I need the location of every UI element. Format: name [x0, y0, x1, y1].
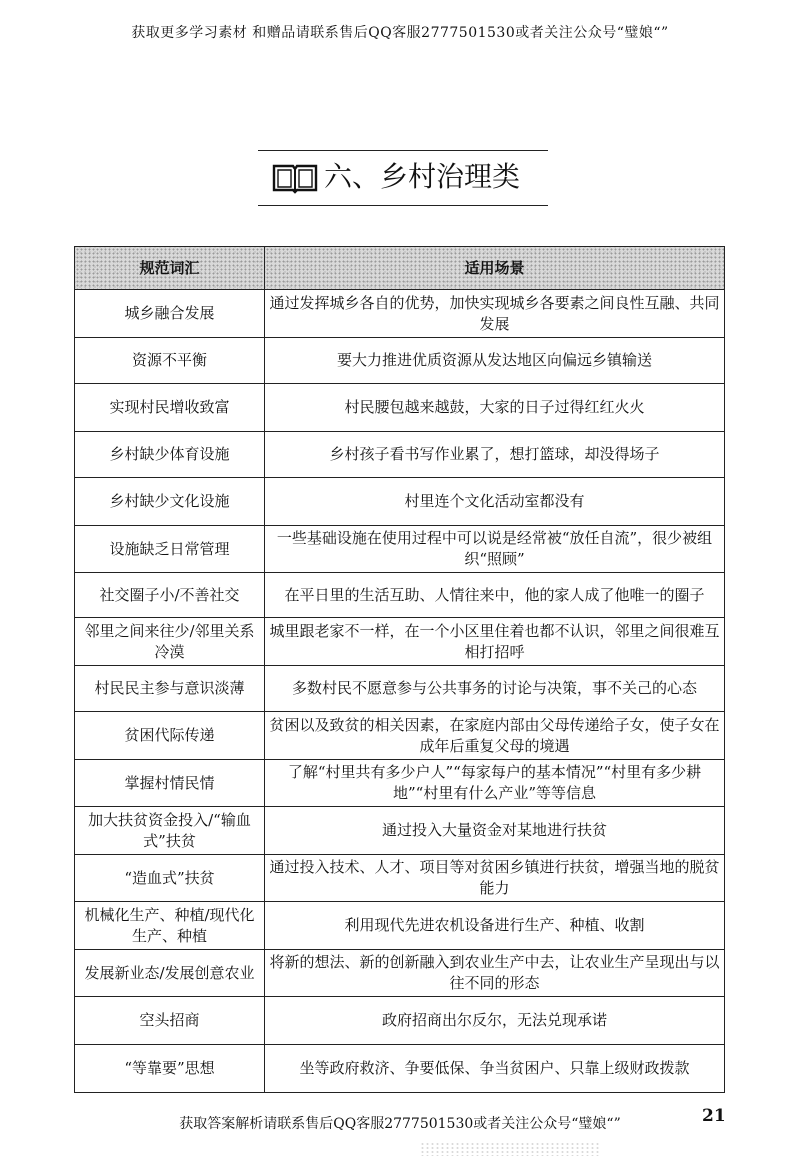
table-row	[75, 997, 725, 1045]
scene-cell: 要大力推进优质资源从发达地区向偏远乡镇输送	[265, 338, 725, 384]
page-number: 21	[702, 1106, 726, 1126]
term-cell: 村民民主参与意识淡薄	[75, 666, 265, 712]
scene-cell: 贫困以及致贫的相关因素，在家庭内部由父母传递给子女，使子女在成年后重复父母的境遇	[265, 712, 725, 760]
scene-cell: 多数村民不愿意参与公共事务的讨论与决策，事不关己的心态	[265, 666, 725, 712]
term-cell: “造血式”扶贫	[75, 855, 265, 902]
term-cell: 空头招商	[75, 997, 265, 1045]
term-cell: 社交圈子小/不善社交	[75, 573, 265, 618]
table-row	[75, 432, 725, 478]
section-title: 六、乡村治理类	[324, 160, 521, 193]
term-cell: 机械化生产、种植/现代化生产、种植	[75, 902, 265, 950]
table-header-row	[75, 247, 725, 290]
term-cell: 发展新业态/发展创意农业	[75, 950, 265, 997]
header-note: 获取更多学习素材 和赠品请联系售后QQ客服2777501530或者关注公众号“璧娘“”	[131, 25, 669, 41]
footer-note: 获取答案解析请联系售后QQ客服2777501530或者关注公众号“璧娘“”	[179, 1116, 621, 1132]
scene-cell: 通过投入大量资金对某地进行扶贫	[265, 807, 725, 855]
table-row	[75, 338, 725, 384]
scene-cell: 通过投入技术、人才、项目等对贫困乡镇进行扶贫，增强当地的脱贫能力	[265, 855, 725, 902]
vocabulary-table	[74, 246, 725, 1093]
column-header-term: 规范词汇	[75, 247, 265, 290]
scene-cell: 乡村孩子看书写作业累了，想打篮球，却没得场子	[265, 432, 725, 478]
table-row	[75, 666, 725, 712]
table-row	[75, 855, 725, 902]
section-title-block	[258, 150, 548, 208]
term-cell: 资源不平衡	[75, 338, 265, 384]
term-cell: “等靠要”思想	[75, 1045, 265, 1093]
scene-cell: 在平日里的生活互助、人情往来中，他的家人成了他唯一的圈子	[265, 573, 725, 618]
table-row	[75, 950, 725, 997]
table-row	[75, 290, 725, 338]
term-cell: 掌握村情民情	[75, 760, 265, 807]
scene-cell: 利用现代先进农机设备进行生产、种植、收割	[265, 902, 725, 950]
scene-cell: 了解“村里共有多少户人”“每家每户的基本情况”“村里有多少耕地”“村里有什么产业”等等信息	[265, 760, 725, 807]
term-cell: 实现村民增收致富	[75, 384, 265, 432]
term-cell: 乡村缺少体育设施	[75, 432, 265, 478]
table-row	[75, 478, 725, 526]
table-row	[75, 712, 725, 760]
table-row	[75, 807, 725, 855]
term-cell: 乡村缺少文化设施	[75, 478, 265, 526]
scene-cell: 一些基础设施在使用过程中可以说是经常被“放任自流”，很少被组织“照顾”	[265, 526, 725, 573]
term-cell: 加大扶贫资金投入/“输血式”扶贫	[75, 807, 265, 855]
term-cell: 贫困代际传递	[75, 712, 265, 760]
table-row	[75, 618, 725, 666]
title-rule-top	[258, 150, 548, 151]
scene-cell: 坐等政府救济、争要低保、争当贫困户、只靠上级财政拨款	[265, 1045, 725, 1093]
term-cell: 邻里之间来往少/邻里关系冷漠	[75, 618, 265, 666]
table-row	[75, 573, 725, 618]
term-cell: 城乡融合发展	[75, 290, 265, 338]
scene-cell: 村里连个文化活动室都没有	[265, 478, 725, 526]
open-book-icon	[272, 162, 318, 194]
term-cell: 设施缺乏日常管理	[75, 526, 265, 573]
table-row	[75, 760, 725, 807]
table-row	[75, 1045, 725, 1093]
table-row	[75, 526, 725, 573]
scene-cell: 政府招商出尔反尔，无法兑现承诺	[265, 997, 725, 1045]
scene-cell: 通过发挥城乡各自的优势，加快实现城乡各要素之间良性互融、共同发展	[265, 290, 725, 338]
table-row	[75, 902, 725, 950]
scene-cell: 将新的想法、新的创新融入到农业生产中去，让农业生产呈现出与以往不同的形态	[265, 950, 725, 997]
scene-cell: 城里跟老家不一样，在一个小区里住着也都不认识，邻里之间很难互相打招呼	[265, 618, 725, 666]
scene-cell: 村民腰包越来越鼓，大家的日子过得红红火火	[265, 384, 725, 432]
scan-noise	[420, 1142, 600, 1156]
title-rule-bottom	[258, 205, 548, 206]
column-header-scene: 适用场景	[265, 247, 725, 290]
table-row	[75, 384, 725, 432]
